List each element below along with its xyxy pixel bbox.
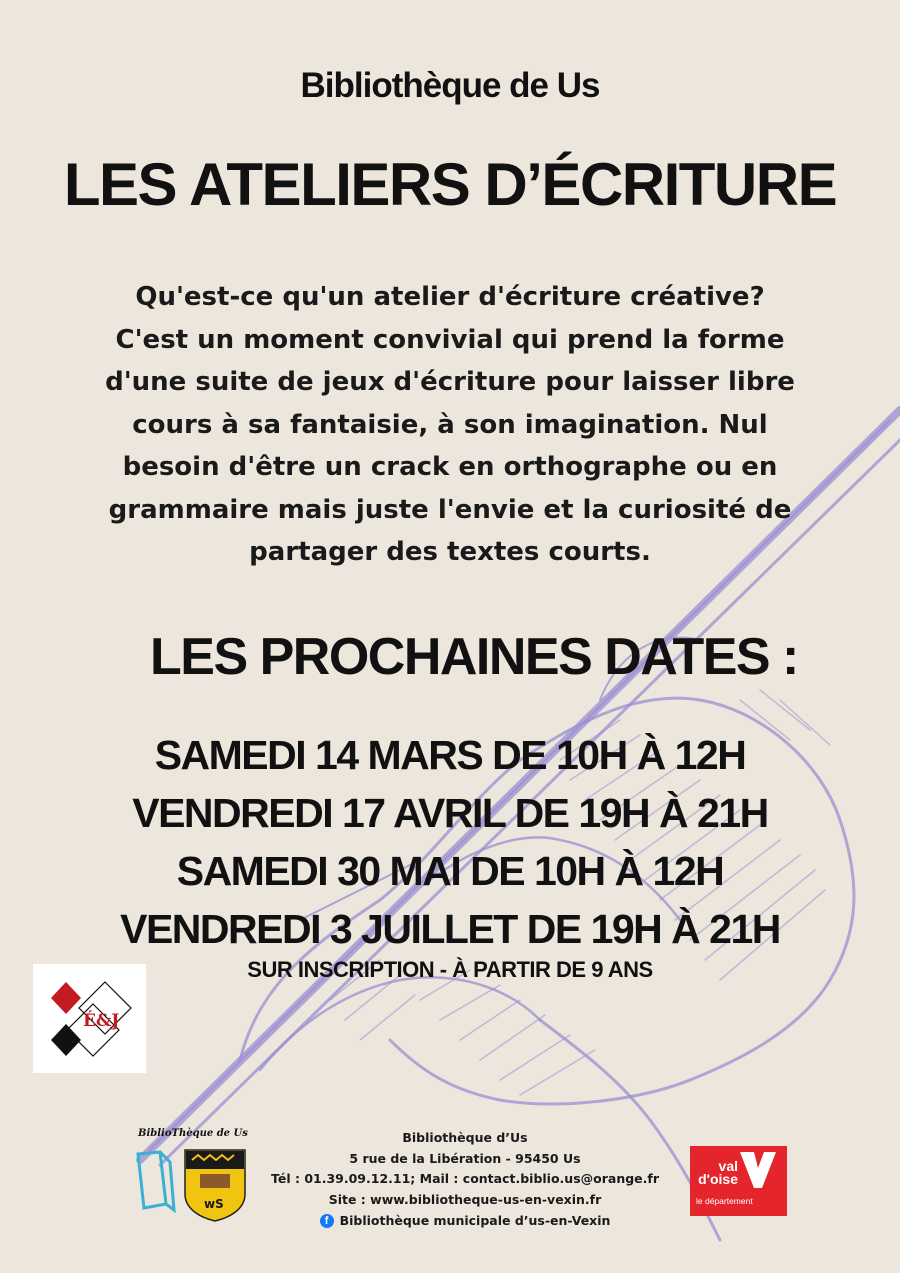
facebook-label: Bibliothèque municipale d’us-en-Vexin [339, 1212, 611, 1228]
v-icon [738, 1150, 778, 1190]
date-item: SAMEDI 14 MARS DE 10H À 12H [154, 732, 746, 778]
dates-list [0, 726, 900, 958]
library-name: Bibliothèque de Us [300, 66, 600, 105]
valdoise-logo-text: val d'oise [698, 1158, 738, 1187]
registration-note: SUR INSCRIPTION - À PARTIR DE 9 ANS [247, 957, 653, 982]
intro-line: besoin d'être un crack en orthographe ou en [122, 452, 778, 482]
library-logo [130, 1124, 260, 1224]
library-logo-text: BiblioThèque de Us [138, 1128, 248, 1139]
ej-logo-text: É&J [83, 1011, 120, 1031]
facebook-link[interactable] [320, 1211, 611, 1232]
page-title: LES ATELIERS D’ÉCRITURE [63, 151, 837, 218]
valdoise-subtitle: le département [696, 1196, 753, 1206]
date-item: VENDREDI 17 AVRIL DE 19H À 21H [132, 790, 768, 836]
intro-line: partager des textes courts. [249, 537, 651, 567]
footer-address: 5 rue de la Libération - 95450 Us [349, 1150, 581, 1166]
facebook-icon: f [320, 1214, 334, 1228]
footer-name: Bibliothèque d’Us [402, 1130, 528, 1145]
date-item: VENDREDI 3 JUILLET DE 19H À 21H [120, 906, 780, 952]
ej-logo-graphic [33, 964, 146, 1073]
library-crest-text: wS [204, 1197, 224, 1211]
ej-logo [33, 964, 146, 1073]
footer-site: Site : www.bibliotheque-us-en-vexin.fr [328, 1191, 602, 1207]
date-item: SAMEDI 30 MAI DE 10H À 12H [176, 848, 724, 894]
valdoise-logo [690, 1146, 787, 1216]
intro-line: Qu'est-ce qu'un atelier d'écriture créative? [135, 282, 765, 312]
footer-contact [260, 1128, 670, 1231]
footer-contact-line: Tél : 01.39.09.12.11; Mail : contact.biblio.us@orange.fr [270, 1171, 660, 1186]
intro-line: cours à sa fantaisie, à son imagination. Nul [132, 409, 768, 440]
intro-line: d'une suite de jeux d'écriture pour laisser libre [105, 367, 795, 397]
intro-line: C'est un moment convivial qui prend la forme [115, 324, 785, 355]
intro-text [90, 276, 810, 574]
book-and-crest-icon [130, 1124, 260, 1224]
intro-line: grammaire mais juste l'envie et la curiosité de [108, 494, 792, 525]
dates-heading: LES PROCHAINES DATES : [150, 628, 798, 686]
